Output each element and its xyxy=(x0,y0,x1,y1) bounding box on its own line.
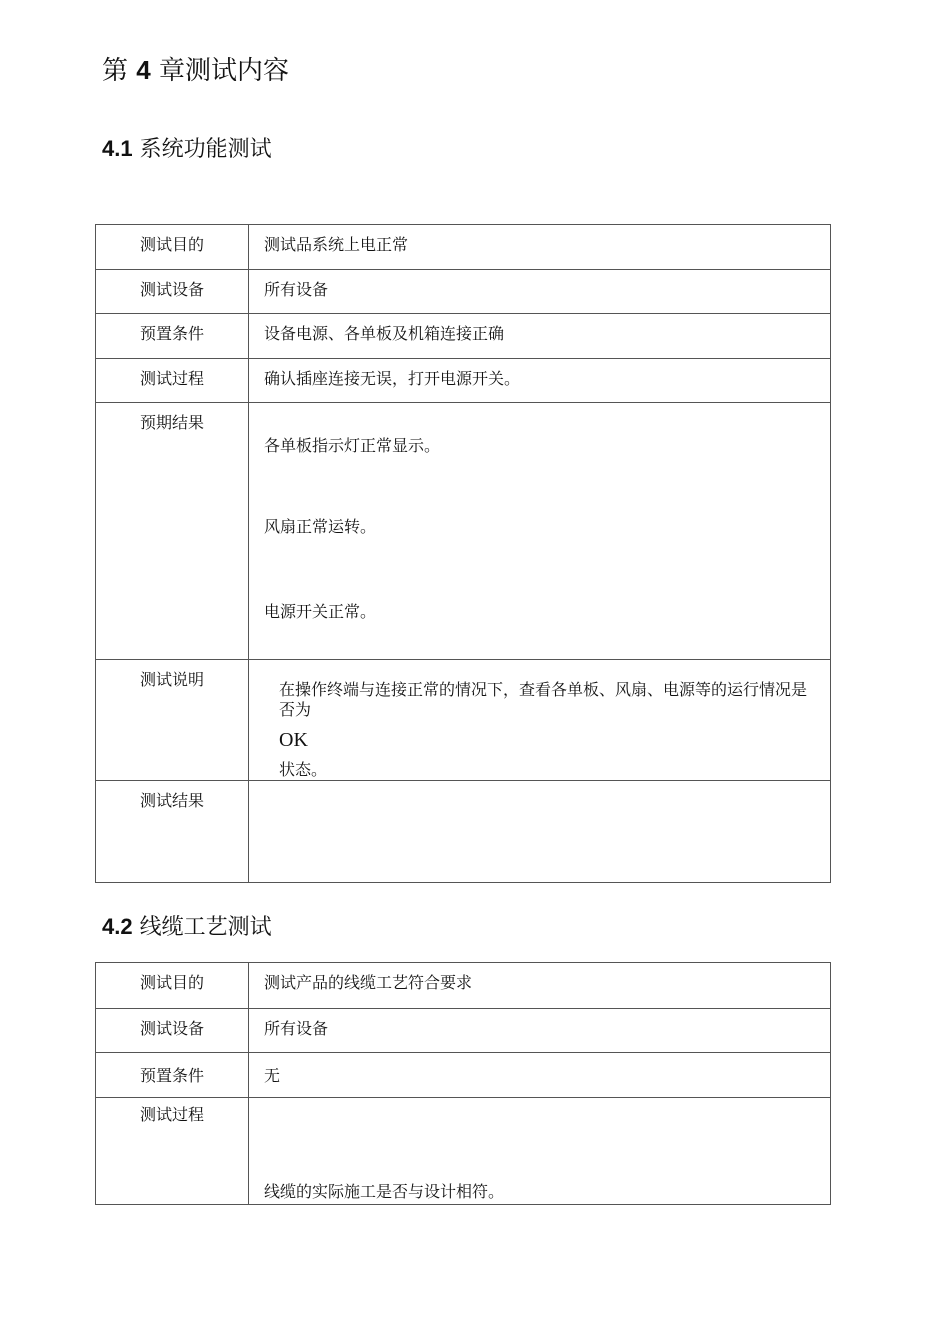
row-value xyxy=(249,781,830,791)
row-label-cell xyxy=(96,359,249,403)
row-value: 所有设备 xyxy=(264,1019,329,1038)
table-row-preconditions xyxy=(96,1053,831,1098)
section-title-4-2 xyxy=(102,910,272,945)
row-label: 预期结果 xyxy=(139,413,204,432)
row-label-cell xyxy=(96,314,249,359)
row-label: 测试目的 xyxy=(139,973,204,992)
result-value-cell xyxy=(249,781,831,883)
row-label: 预置条件 xyxy=(139,324,204,343)
row-value-cell xyxy=(249,660,831,781)
section-title-4-1 xyxy=(102,132,272,167)
row-label: 测试过程 xyxy=(139,1105,204,1124)
section-number: 4.2 xyxy=(102,914,133,939)
row-label-cell xyxy=(96,1009,249,1053)
notes-text-before: 在操作终端与连接正常的情况下，查看各单板、风扇、电源等的运行情况是否为 xyxy=(279,680,808,719)
row-value-cell xyxy=(249,1098,831,1205)
expected-item: 电源开关正常。 xyxy=(264,602,377,621)
cable-craft-test-table xyxy=(95,962,831,1205)
ok-text: OK xyxy=(279,729,308,751)
row-value-cell xyxy=(249,359,831,403)
section-title-text: 线缆工艺测试 xyxy=(139,915,272,940)
table-row-equipment xyxy=(96,1009,831,1053)
expected-item: 各单板指示灯正常显示。 xyxy=(264,436,441,455)
section-title-text: 系统功能测试 xyxy=(139,137,272,162)
row-label: 测试结果 xyxy=(139,791,204,810)
table-row-equipment xyxy=(96,270,831,314)
table-row-process xyxy=(96,1098,831,1205)
row-value: 所有设备 xyxy=(264,280,329,299)
row-label-cell xyxy=(96,1053,249,1098)
chapter-number: 4 xyxy=(136,55,151,85)
chapter-title-text: 章测试内容 xyxy=(159,56,290,86)
row-label: 测试说明 xyxy=(139,670,204,689)
row-value-cell xyxy=(249,225,831,270)
row-value-cell xyxy=(249,314,831,359)
chapter-prefix: 第 xyxy=(102,56,129,86)
system-function-test-table xyxy=(95,224,831,883)
table-row-purpose xyxy=(96,225,831,270)
row-value-cell xyxy=(249,1053,831,1098)
row-label: 测试目的 xyxy=(139,235,204,254)
row-label-cell xyxy=(96,270,249,314)
row-value-cell xyxy=(249,270,831,314)
row-label: 测试过程 xyxy=(139,369,204,388)
row-value: 线缆的实际施工是否与设计相符。 xyxy=(264,1182,505,1201)
row-value: 确认插座连接无误，打开电源开关。 xyxy=(264,369,521,388)
row-label: 测试设备 xyxy=(139,280,204,299)
section-number: 4.1 xyxy=(102,136,133,161)
table-row-notes xyxy=(96,660,831,781)
row-label-cell xyxy=(96,660,249,781)
row-value-cell xyxy=(249,403,831,660)
table-row-result xyxy=(96,781,831,883)
table-row-process xyxy=(96,359,831,403)
row-value-cell xyxy=(249,963,831,1009)
row-value: 设备电源、各单板及机箱连接正确 xyxy=(264,324,505,343)
row-value: 测试产品的线缆工艺符合要求 xyxy=(264,973,473,992)
row-label: 测试设备 xyxy=(139,1019,204,1038)
row-value-cell xyxy=(249,1009,831,1053)
row-label-cell xyxy=(96,403,249,660)
row-value: 测试品系统上电正常 xyxy=(264,235,409,254)
row-label: 预置条件 xyxy=(139,1066,204,1085)
row-label-cell xyxy=(96,1098,249,1205)
table-row-purpose xyxy=(96,963,831,1009)
chapter-title xyxy=(102,50,289,91)
row-value: 无 xyxy=(264,1066,281,1085)
table-row-preconditions xyxy=(96,314,831,359)
row-label-cell xyxy=(96,225,249,270)
expected-item: 风扇正常运转。 xyxy=(264,517,377,536)
row-label-cell xyxy=(96,781,249,883)
notes-text xyxy=(249,660,830,780)
row-label-cell xyxy=(96,963,249,1009)
table-row-expected xyxy=(96,403,831,660)
notes-text-after: 状态。 xyxy=(279,760,328,779)
